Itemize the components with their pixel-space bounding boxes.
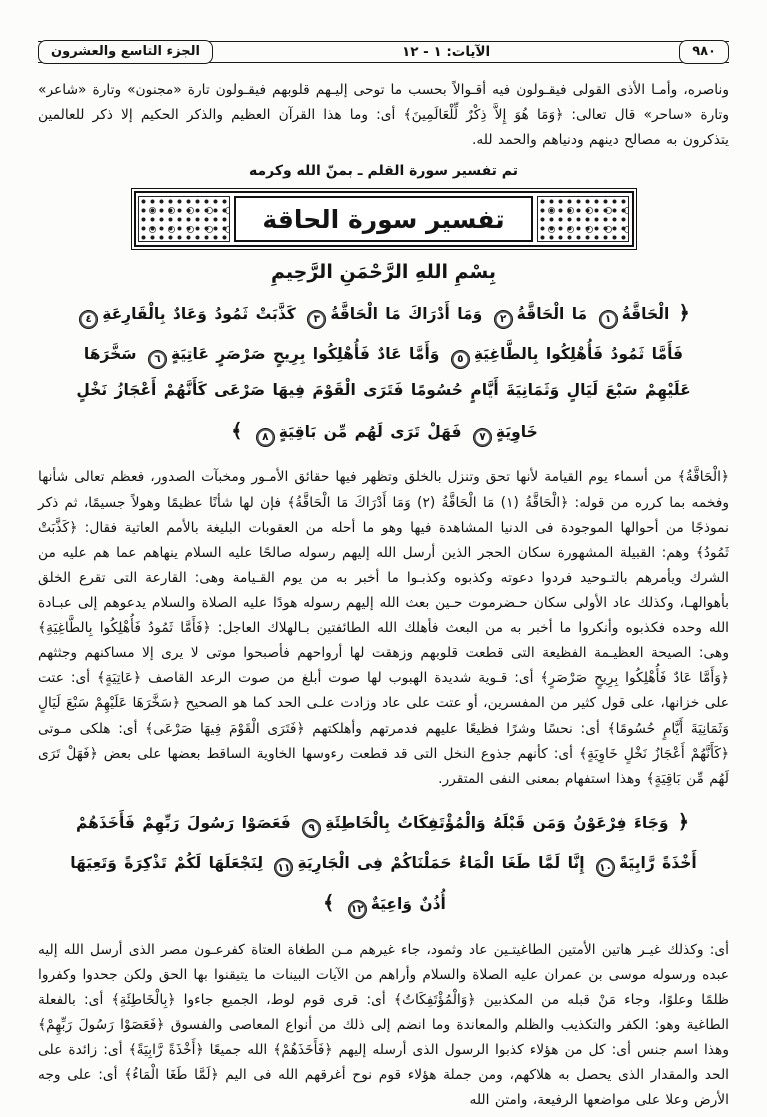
verse-segment — [270, 854, 584, 872]
verse-number-medallion: ٥ — [451, 350, 470, 369]
verse-segment — [490, 305, 588, 326]
verse-number-medallion: ٨ — [256, 428, 275, 447]
verse-number-medallion: ٣ — [307, 310, 326, 329]
verse-text: سَخَّرَهَا عَلَيْهِمْ سَبْعَ لَيَالٍ وَثَمَانِيَةَ أَيَّامٍ حُسُومًا فَتَرَى الْقَوْمَ فِيهَا صَرْعَى كَأَنَّهُمْ أَعْجَازُ نَخْلٍ خَاوِيَةٍ — [76, 344, 691, 441]
verse-segment — [252, 423, 462, 441]
quran-close-bracket: ﴾ — [323, 891, 335, 914]
verse-segment — [144, 345, 439, 363]
quran-open-bracket: ﴿ — [678, 302, 690, 325]
verse-text: فَعَصَوْا رَسُولَ رَبِّهِمْ فَأَخَذَهُمْ أَخْذَةً رَّابِيَةً — [75, 813, 697, 872]
bismillah-calligraphy: بِسْمِ اللهِ الرَّحْمَنِ الرَّحِيمِ — [271, 261, 496, 284]
page-header — [38, 36, 729, 68]
verse-segment — [298, 814, 668, 832]
verse-number-medallion: ٩ — [302, 819, 321, 838]
quran-verses-9-12 — [38, 800, 729, 926]
surah-qalam-closing-line: تم تفسير سورة القلم ـ بمنّ الله وكرمه — [248, 163, 519, 180]
verse-text: فَأَمَّا ثَمُودُ فَأُهْلِكُوا بِالطَّاغِيَةِ — [473, 344, 684, 363]
intro-paragraph: وناصره، وأمـا الأذى القولى فيقـولون فيه أقـوالاً بحسب ما توحى إليـهم قلوبهم فيقـولون تارة «مجنون» وتارة «شاعر» وتارة «ساحر» قال تعالى: ﴿وَمَا هُوَ إِلاَّ ذِكْرٌ لِّلْعَالَمِينَ﴾ أى: وما هذا القرآن العظيم والذكر الحكيم إلا ذكر للعالمين يتذكرون به مصالح دينهم ودنياهم والحمد لله. — [38, 82, 729, 149]
verse-text: وَمَا أَدْرَاكَ مَا الْحَاقَّةُ — [330, 305, 483, 324]
verse-number-medallion: ٦ — [148, 350, 167, 369]
commentary-verses-9-12: أى: وكذلك غيـر هاتين الأمتين الطاغيتـين عاد وثمود، جاء غيرهم مـن الطغاة العتاة كفرعـون مصر الذى أرسل الله إليه عبده ورسوله موسى بن عمران عليه الصلاة والسلام وأراهم من الآيات البينات ما يتيقنوا بها الحق ولكن جحدوا وكفروا ظلمًا وعلوًا، وجاء مَنْ قبله من المكذبين ﴿وَالْمُؤْتَفِكَاتُ﴾ أى: قرى قوم لوط، الجميع جاءوا ﴿بِالْخَاطِئَةِ﴾ أى: بالفعلة الطاغية وهو: الكفر والتكذيب والظلم والمعاندة وما انضم إلى ذلك من أنواع المعاصى والفسوق ﴿فَعَصَوْا رَسُولَ رَبِّهِمْ﴾ وهذا اسم جنس أى: كل من هؤلاء كذبوا الرسول الذى أرسله إليهم ﴿فَأَخَذَهُمْ﴾ الله جميعًا ﴿أَخْذَةً رَّابِيَةً﴾ أى: زائدة على الحد والمقدار الذى يحصل به هلاكهم، ومن جملة هؤلاء قوم نوح أغرقهم الله فى اليم ﴿لَمَّا طَغَا الْمَاءُ﴾ أى: على وجه الأرض وعلا على مواضعها الرفيعة، وامتن الله — [38, 941, 729, 1109]
verse-segment — [595, 305, 670, 326]
verse-number-medallion: ١ — [599, 310, 618, 329]
verse-segment — [447, 345, 683, 363]
quran-close-bracket: ﴾ — [231, 419, 243, 442]
verse-number-medallion: ١١ — [274, 858, 293, 877]
verse-segment — [303, 305, 483, 326]
verse-text: فَهَلْ تَرَى لَهُم مِّن بَاقِيَةٍ — [278, 422, 462, 441]
verse-text: وَأَمَّا عَادٌ فَأُهْلِكُوا بِرِيحٍ صَرْصَرٍ عَاتِيَةٍ — [170, 344, 440, 363]
verse-number-medallion: ٢ — [494, 310, 513, 329]
quran-verses-1-8 — [38, 291, 729, 453]
quran-open-bracket: ﴿ — [677, 810, 690, 833]
juz-title: الجزء التاسع والعشرون — [38, 40, 213, 64]
verse-text: لِنَجْعَلَهَا لَكُمْ تَذْكِرَةً وَتَعِيَهَا أُذُنٌ وَاعِيَةٌ — [70, 853, 446, 913]
verse-text: كَذَّبَتْ ثَمُودُ وَعَادٌ بِالْقَارِعَةِ — [102, 305, 296, 324]
verse-number-medallion: ٧ — [473, 428, 492, 447]
surah-title-band — [134, 191, 634, 247]
verse-number-medallion: ١٢ — [348, 900, 367, 919]
surah-title: تفسير سورة الحاقة — [234, 196, 532, 242]
verse-text: الْحَاقَّةُ — [621, 305, 670, 324]
verse-text: وَجَاءَ فِرْعَوْنُ وَمَن قَبْلَهُ وَالْمُؤْتَفِكَاتُ بِالْخَاطِئَةِ — [325, 813, 669, 832]
ayat-range-label: الآيات: ١ - ١٢ — [388, 44, 504, 60]
verse-number-medallion: ٤ — [79, 310, 98, 329]
commentary-verses-1-8: ﴿الْحَاقَّةُ﴾ من أسماء يوم القيامة لأنها تحق وتنزل بالخلق وتظهر فيها حقائق الأمـور ومخبآت الصدور، فعظم تعالى شأنها وفخمه بما كرره من قوله: ﴿الْحَاقَّةُ (١) مَا الْحَاقَّةُ (٢) وَمَا أَدْرَاكَ مَا الْحَاقَّةُ﴾ فإن لها شأنًا عظيمًا وهولاً جسيمًا، ثم ذكر نموذجًا من أحوالها الموجودة فى الدنيا المشاهدة فيها وهو ما أحله من العقوبات البليغة بالأمم العاتية فقال: ﴿كَذَّبَتْ ثَمُودُ﴾ وهم: القبيلة المشهورة سكان الحجر الذين أرسل الله إليهم رسوله صالحًا عليه السلام ينهاهم عما هم عليه من الشرك ويأمرهم بالتـوحيد فردوا دعوته وكذبوه وكذبـوا ما أخبر به من يوم القـيامة وهى: القارعة التى تقرع الخلق بأهوالهـا، وكذلك عاد الأولى سكان حـضرموت حـين بعث الله إليهم رسوله هودًا عليه الصلاة والسلام يدعوهم إلى عبـادة الله وحده فكذبوه وأنكروا ما أخبر به من البعث فأهلك الله الطائفتين بـالهلاك العاجل: ﴿فَأَمَّا ثَمُودُ فَأُهْلِكُوا بِالطَّاغِيَةِ﴾ وهى: الصيحة العظيـمة الفظيعة التى قطعت قلوبهم وزهقت لها أرواحهم فأصبحوا موتى لا يرى إلا مساكنهم وجثثهم ﴿وَأَمَّا عَادٌ فَأُهْلِكُوا بِرِيحٍ صَرْصَرٍ﴾ أى: قـوية شديدة الهبوب لها صوت أبلغ من صوت الرعد القاصف ﴿عَاتِيَةٍ﴾ أى: عتت على خزانها، على قول كثير من المفسرين، أو عتت على عاد وزادت علـى الحد كما هو الصحيح ﴿سَخَّرَهَا عَلَيْهِمْ سَبْعَ لَيَالٍ وَثَمَانِيَةَ أَيَّامٍ حُسُومًا﴾ أى: نحسًا وشرًا فظيعًا عليهم فدمرتهم وأهلكتهم ﴿فَتَرَى الْقَوْمَ فِيهَا صَرْعَى﴾ أى: هلكى مـوتى ﴿كَأَنَّهُمْ أَعْجَازُ نَخْلٍ خَاوِيَةٍ﴾ أى: كأنهم جذوع النخل التى قد قطعت رءوسها الخاوية الساقط بعضها على بعض ﴿فَهَلْ تَرَى لَهُم مِّن بَاقِيَةٍ﴾ وهذا استفهام بمعنى النفى المتقرر. — [38, 469, 729, 787]
verse-text: مَا الْحَاقَّةُ — [516, 305, 588, 324]
verse-segment — [75, 305, 296, 326]
floral-ornament-right — [537, 196, 629, 242]
verse-number-medallion: ١٠ — [596, 858, 615, 877]
verse-text: إِنَّا لَمَّا طَغَا الْمَاءُ حَمَلْنَاكُمْ فِى الْجَارِيَةِ — [297, 853, 585, 872]
page-number: ٩٨٠ — [679, 40, 729, 64]
floral-ornament-left — [138, 196, 230, 242]
